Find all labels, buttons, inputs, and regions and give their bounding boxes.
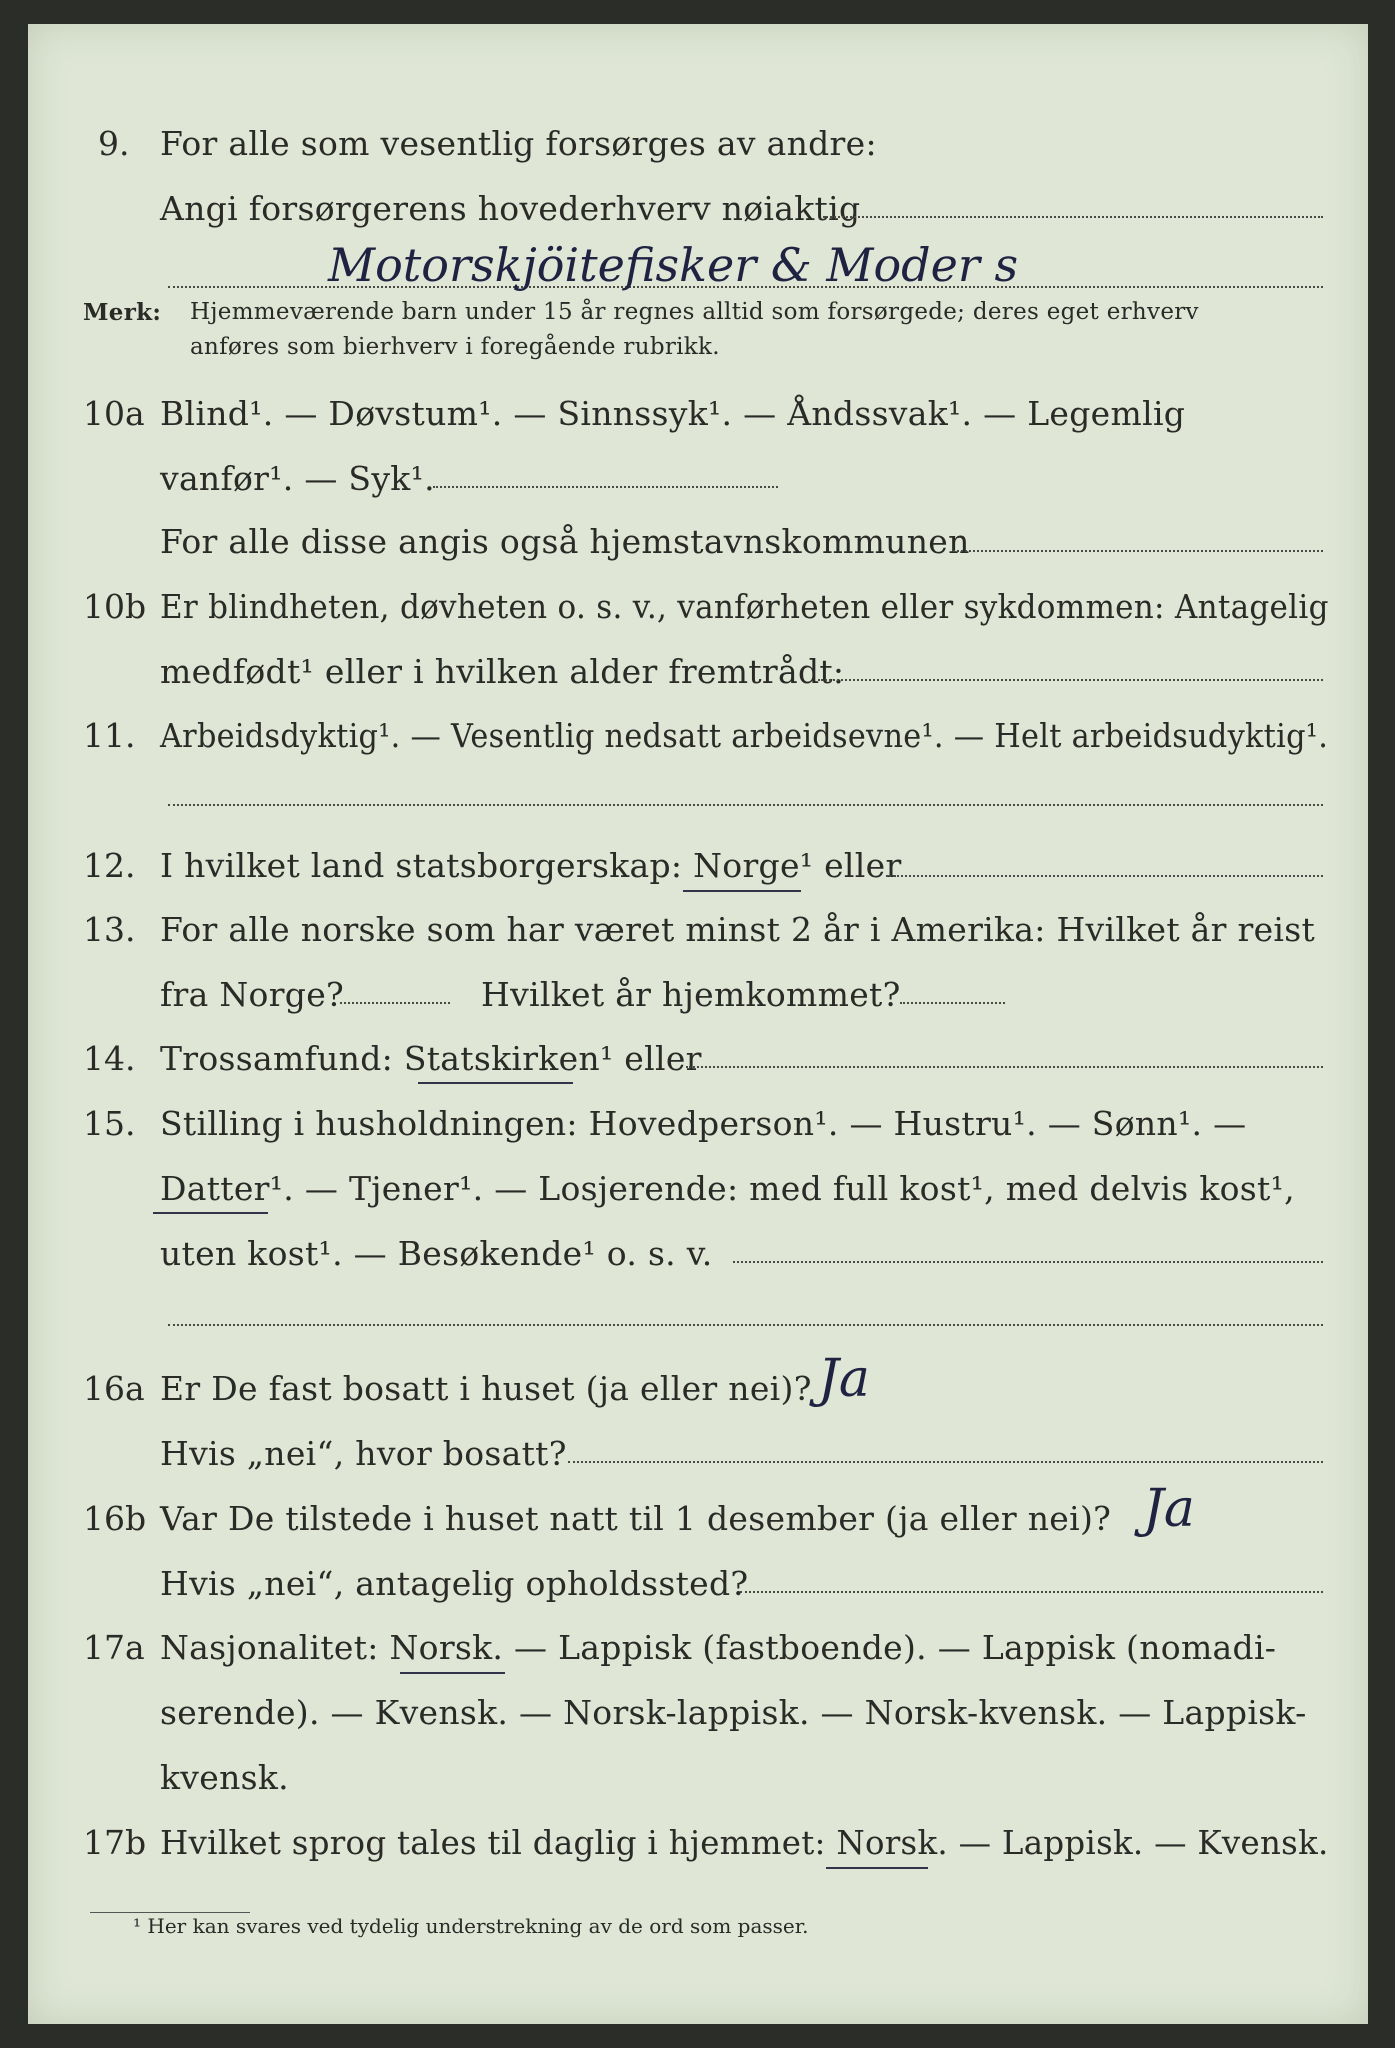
q10b-line2-dots [818,679,1323,681]
q17a-number: 17a [83,1628,145,1667]
q9-number: 9. [98,124,130,163]
q11-line1: Arbeidsdyktig¹. — Vesentlig nedsatt arbeidsevne¹. — Helt arbeidsudyktig¹. [160,716,1329,755]
q17b-number: 17b [83,1823,147,1862]
q13-line2b: Hvilket år hjemkommet? [481,975,901,1014]
q12-line1: I hvilket land statsborgerskap: Norge¹ eller [160,846,902,885]
q16a-handwritten-answer: Ja [818,1349,870,1409]
q15-number: 15. [83,1104,136,1143]
merk-label: Merk: [83,299,162,326]
q16b-line2-dots [740,1591,1323,1593]
q10a-line3-dots [953,550,1323,552]
q14-statskirken-underline [418,1082,573,1084]
footnote-rule [90,1912,250,1913]
q10b-line1: Er blindheten, døvheten o. s. v., vanførheten eller sykdommen: Antagelig [160,587,1329,626]
q14-line1: Trossamfund: Statskirken¹ eller [160,1039,702,1078]
q10b-line2: medfødt¹ eller i hvilken alder fremtrådt: [160,652,845,691]
q17a-norsk-underline [400,1672,505,1674]
q15-line1: Stilling i husholdningen: Hovedperson¹. — Hustru¹. — Sønn¹. — [160,1104,1247,1143]
q10a-line3: For alle disse angis også hjemstavnskommunen [160,522,970,561]
q9-line2-dots [823,216,1323,218]
q17b-line1: Hvilket sprog tales til daglig i hjemmet: Norsk. — Lappisk. — Kvensk. [160,1823,1329,1862]
q12-number: 12. [83,846,136,885]
q10a-line1: Blind¹. — Døvstum¹. — Sinnssyk¹. — Åndssvak¹. — Legemlig [160,394,1186,433]
q14-number: 14. [83,1039,136,1078]
footnote: ¹ Her kan svares ved tydelig understrekning av de ord som passer. [133,1914,809,1938]
q15-answer-dots [168,1324,1323,1326]
q17a-line3: kvensk. [160,1758,289,1797]
q9-line1: For alle som vesentlig forsørges av andre: [160,124,877,163]
q16b-line2: Hvis „nei“, antagelig opholdssted? [160,1564,749,1603]
q16a-line1: Er De fast bosatt i huset (ja eller nei)? [160,1369,812,1408]
q15-line2: Datter¹. — Tjener¹. — Losjerende: med full kost¹, med delvis kost¹, [160,1169,1295,1208]
q17a-line1: Nasjonalitet: Norsk. — Lappisk (fastboende). — Lappisk (nomadi- [160,1628,1277,1667]
q11-number: 11. [83,716,136,755]
q13-line2a: fra Norge? [160,975,345,1014]
q16a-line2-dots [568,1461,1323,1463]
merk-line1: Hjemmeværende barn under 15 år regnes alltid som forsørgede; deres eget erhverv [190,299,1199,325]
q16b-handwritten-answer: Ja [1143,1479,1195,1539]
q13-line2b-dots [900,1002,1005,1004]
q13-line1: For alle norske som har været minst 2 år i Amerika: Hvilket år reist [160,910,1316,949]
merk-line2: anføres som bierhverv i foregående rubrikk. [190,334,720,360]
q16a-number: 16a [83,1369,145,1408]
q17b-norsk-underline [826,1867,928,1869]
q13-line2a-dots [340,1002,450,1004]
q14-line1-dots [686,1066,1323,1068]
q13-number: 13. [83,910,136,949]
q10a-line2-dots [433,486,778,488]
q10a-line2: vanfør¹. — Syk¹. [160,459,435,498]
q10b-number: 10b [83,587,147,626]
q15-line3-dots [733,1261,1323,1263]
census-form-page [28,24,1368,2024]
q10a-number: 10a [83,394,145,433]
q9-line2: Angi forsørgerens hovederhverv nøiaktig [160,189,861,228]
q16b-line1: Var De tilstede i huset natt til 1 desember (ja eller nei)? [160,1499,1112,1538]
q17a-line2: serende). — Kvensk. — Norsk-lappisk. — Norsk-kvensk. — Lappisk- [160,1693,1307,1732]
q15-line3: uten kost¹. — Besøkende¹ o. s. v. [160,1234,713,1273]
q16a-line2: Hvis „nei“, hvor bosatt? [160,1434,567,1473]
q12-norge-underline [683,890,801,892]
q9-handwritten-answer: Motorskjöitefisker & Moder s [328,238,1019,292]
q16b-number: 16b [83,1499,147,1538]
q15-datter-underline [153,1212,268,1214]
q11-answer-dots [168,804,1323,806]
q12-line1-dots [886,875,1323,877]
